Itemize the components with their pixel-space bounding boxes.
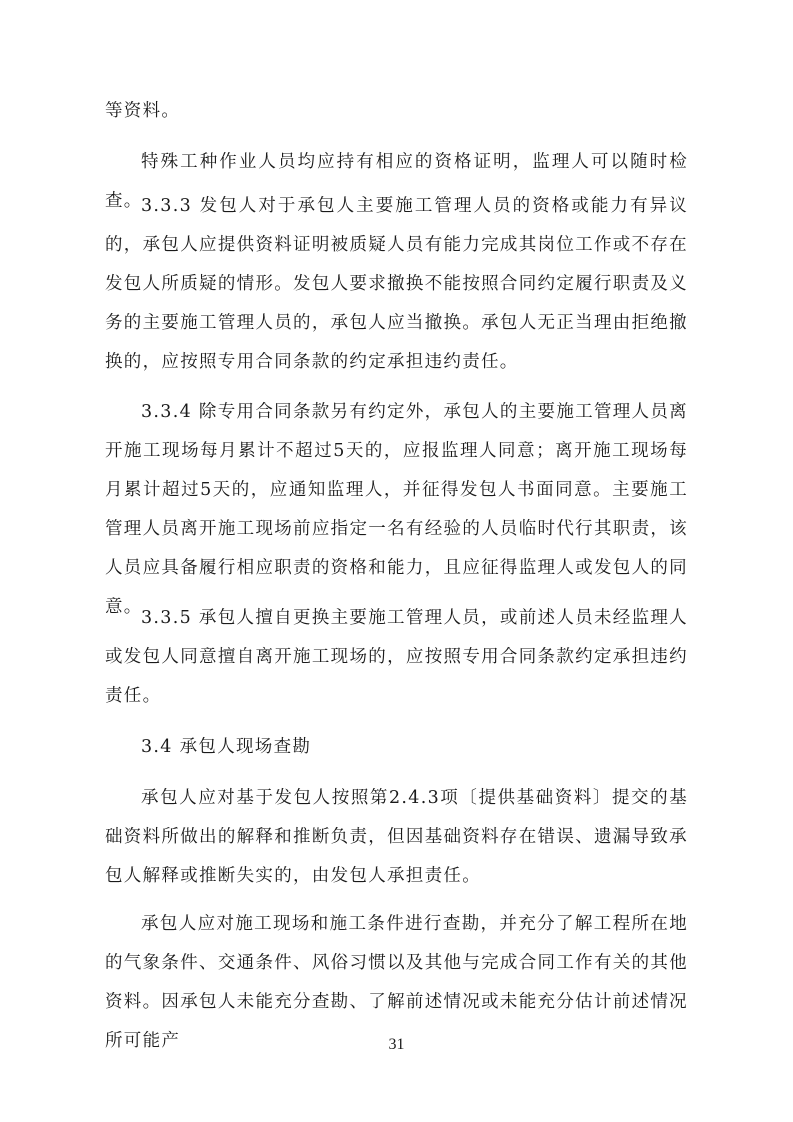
page-number: 31 bbox=[388, 1036, 405, 1053]
section-heading-3-4: 3.4 承包人现场查勘 bbox=[141, 737, 312, 757]
paragraph-3-3-4: 3.3.4 除专用合同条款另有约定外，承包人的主要施工管理人员离开施工现场每月累计不超过5天的，应报监理人同意；离开施工现场每月累计超过5天的，应通知监理人，并征得发包人书面同意。主要施工管理人员离开施工现场前应指定一名有经验的人员临时代行其职责，该人员应具备履行相应职责的资格和能力，且应征得监理人或发包人的同意。 bbox=[105, 402, 688, 617]
paragraph-site-survey-conditions: 承包人应对施工现场和施工条件进行查勘，并充分了解工程所在地的气象条件、交通条件、风俗习惯以及其他与完成合同工作有关的其他资料。因承包人未能充分查勘、了解前述情况或未能充分估计前述情况所可能产 bbox=[105, 914, 688, 1051]
paragraph-special-workers: 特殊工种作业人员均应持有相应的资格证明，监理人可以随时检查。 bbox=[105, 152, 688, 211]
paragraph-site-survey-basic-data: 承包人应对基于发包人按照第2.4.3项〔提供基础资料〕提交的基础资料所做出的解释和推断负责，但因基础资料存在错误、遗漏导致承包人解释或推断失实的，由发包人承担责任。 bbox=[105, 788, 688, 886]
paragraph-3-3-5: 3.3.5 承包人擅自更换主要施工管理人员，或前述人员未经监理人或发包人同意擅自离开施工现场的，应按照专用合同条款约定承担违约责任。 bbox=[105, 608, 688, 706]
paragraph-continuation: 等资料。 bbox=[105, 101, 181, 121]
paragraph-3-3-3: 3.3.3 发包人对于承包人主要施工管理人员的资格或能力有异议的，承包人应提供资料证明被质疑人员有能力完成其岗位工作或不存在发包人所质疑的情形。发包人要求撤换不能按照合同约定履行职责及义务的主要施工管理人员的，承包人应当撤换。承包人无正当理由拒绝撤换的，应按照专用合同条款的约定承担违约责任。 bbox=[105, 196, 688, 372]
